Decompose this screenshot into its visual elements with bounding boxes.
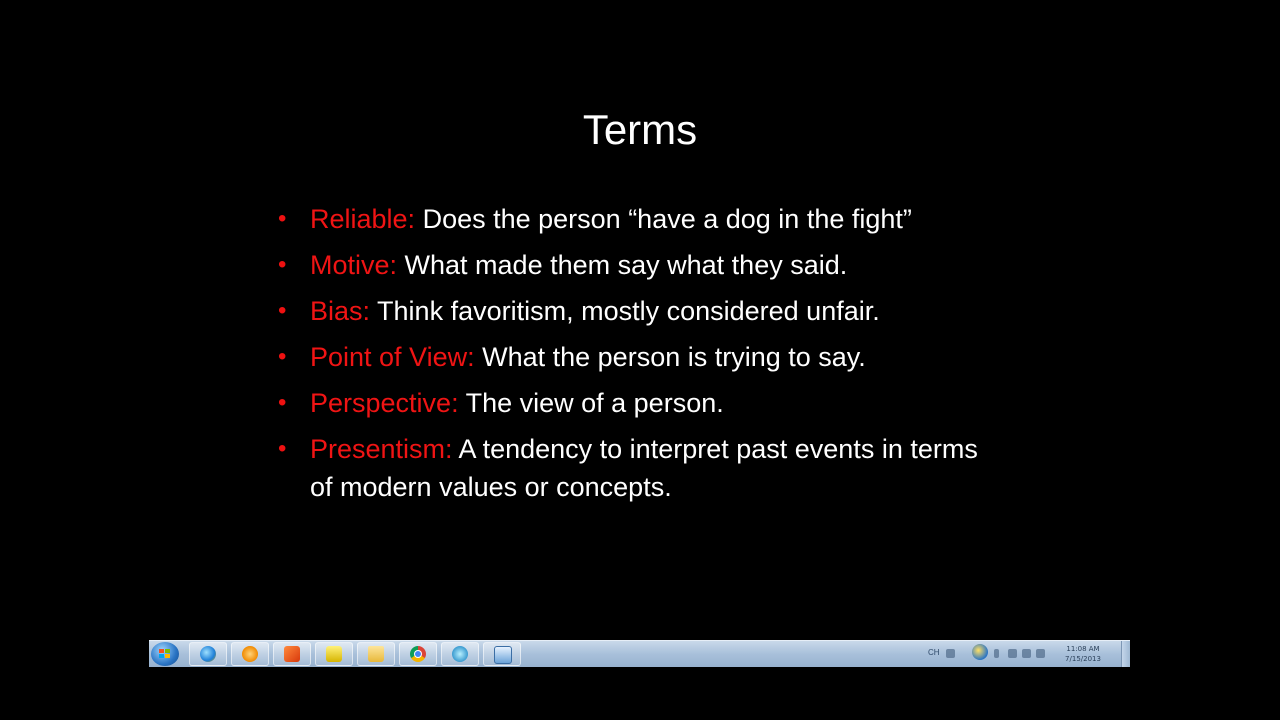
clock-date: 7/15/2013 (1065, 655, 1101, 663)
network-icon (452, 646, 468, 662)
term-definition: A tendency to interpret past events in terms of modern values or concepts. (310, 434, 978, 502)
folder-icon (368, 646, 384, 662)
term-definition: Think favoritism, mostly considered unfair. (370, 296, 880, 326)
taskbar-button-remote-desktop[interactable] (483, 642, 521, 666)
taskbar-button-office[interactable] (273, 642, 311, 666)
action-center-icon[interactable] (1008, 649, 1017, 658)
taskbar-button-internet-explorer[interactable] (189, 642, 227, 666)
list-item (278, 338, 978, 376)
bullet-icon: • (278, 435, 287, 462)
term-definition: Does the person “have a dog in the fight” (415, 204, 912, 234)
term-label: Presentism: (310, 434, 453, 464)
update-shield-icon[interactable] (972, 644, 988, 660)
taskbar-button-notes[interactable] (315, 642, 353, 666)
remote-desktop-icon (494, 646, 512, 664)
language-indicator[interactable]: CH (928, 648, 940, 657)
list-item (278, 292, 978, 330)
term-label: Bias: (310, 296, 371, 326)
taskbar (149, 640, 1130, 667)
list-item (278, 384, 978, 422)
bullet-icon: • (278, 251, 287, 278)
term-label: Perspective: (310, 388, 459, 418)
list-item (278, 200, 978, 238)
network-status-icon[interactable] (1022, 649, 1031, 658)
chrome-icon (410, 646, 426, 662)
slide-title: Terms (582, 106, 698, 153)
show-desktop-button[interactable] (1121, 641, 1130, 667)
taskbar-button-chrome[interactable] (399, 642, 437, 666)
office-icon (284, 646, 300, 662)
term-definition: What made them say what they said. (397, 250, 848, 280)
term-label: Motive: (310, 250, 398, 280)
clock[interactable] (1060, 644, 1106, 664)
keyboard-icon[interactable] (946, 649, 955, 658)
term-definition: What the person is trying to say. (474, 342, 866, 372)
term-definition: The view of a person. (458, 388, 724, 418)
bullet-icon: • (278, 343, 287, 370)
list-item (278, 246, 978, 284)
start-button[interactable] (151, 642, 179, 666)
internet-explorer-icon (200, 646, 216, 662)
notes-icon (326, 646, 342, 662)
system-tray (928, 644, 1118, 664)
show-hidden-icons-icon[interactable] (994, 649, 999, 658)
bullet-icon: • (278, 297, 287, 324)
clock-time: 11:08 AM (1066, 645, 1100, 653)
volume-icon[interactable] (1036, 649, 1045, 658)
taskbar-button-media-player[interactable] (231, 642, 269, 666)
list-item (278, 430, 978, 506)
taskbar-button-network[interactable] (441, 642, 479, 666)
bullet-icon: • (278, 389, 287, 416)
term-label: Point of View: (310, 342, 475, 372)
media-player-icon (242, 646, 258, 662)
taskbar-button-folder[interactable] (357, 642, 395, 666)
bullet-icon: • (278, 205, 287, 232)
terms-list (278, 200, 978, 514)
term-label: Reliable: (310, 204, 416, 234)
